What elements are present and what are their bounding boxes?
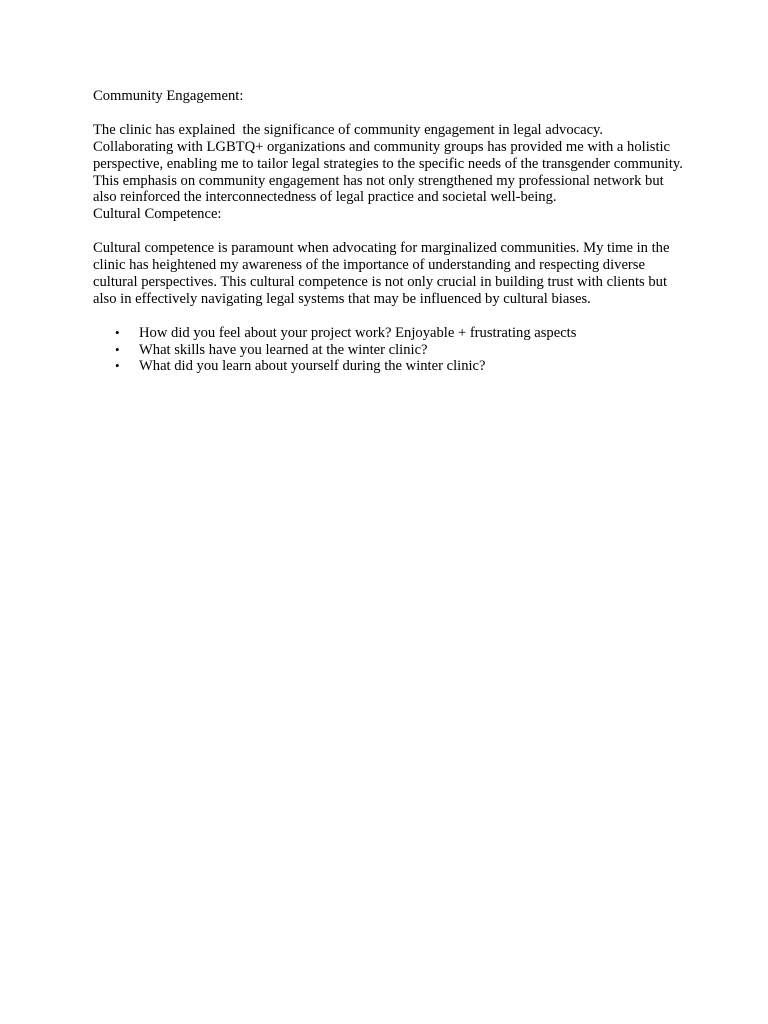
paragraph-spacer bbox=[93, 308, 683, 325]
document-body bbox=[93, 88, 687, 375]
question-text: What skills have you learned at the winter clinic? bbox=[139, 341, 428, 358]
bullet-icon: • bbox=[115, 324, 120, 340]
bullet-icon: • bbox=[115, 358, 120, 374]
section-heading-cultural-competence: Cultural Competence: bbox=[93, 206, 222, 223]
list-item bbox=[93, 358, 683, 375]
paragraph-spacer bbox=[93, 105, 683, 122]
paragraph-spacer bbox=[93, 223, 683, 240]
list-item bbox=[93, 325, 683, 342]
question-text: How did you feel about your project work? Enjoyable + frustrating aspects bbox=[139, 324, 577, 341]
section-heading-community-engagement: Community Engagement: bbox=[93, 88, 244, 104]
bullet-icon: • bbox=[115, 341, 120, 357]
question-text: What did you learn about yourself during the winter clinic? bbox=[139, 358, 486, 375]
paragraph-community-engagement: The clinic has explained the significance of community engagement in legal advocacy. Collaborating with LGBTQ+ organizations and community groups has provided me with a holistic perspective, enabling me to tailor legal strategies to the specific needs of the transgender community. This emphasis on community engagement has not only strengthened my professional network but also reinforced the interconnectedness of legal practice and societal well-being. bbox=[93, 121, 687, 206]
question-list bbox=[93, 325, 683, 376]
paragraph-cultural-competence: Cultural competence is paramount when advocating for marginalized communities. My time in the clinic has heightened my awareness of the importance of understanding and respecting diverse cultural perspectives. This cultural competence is not only crucial in building trust with clients but also in effectively navigating legal systems that may be influenced by cultural biases. bbox=[93, 240, 674, 307]
list-item bbox=[93, 342, 683, 359]
